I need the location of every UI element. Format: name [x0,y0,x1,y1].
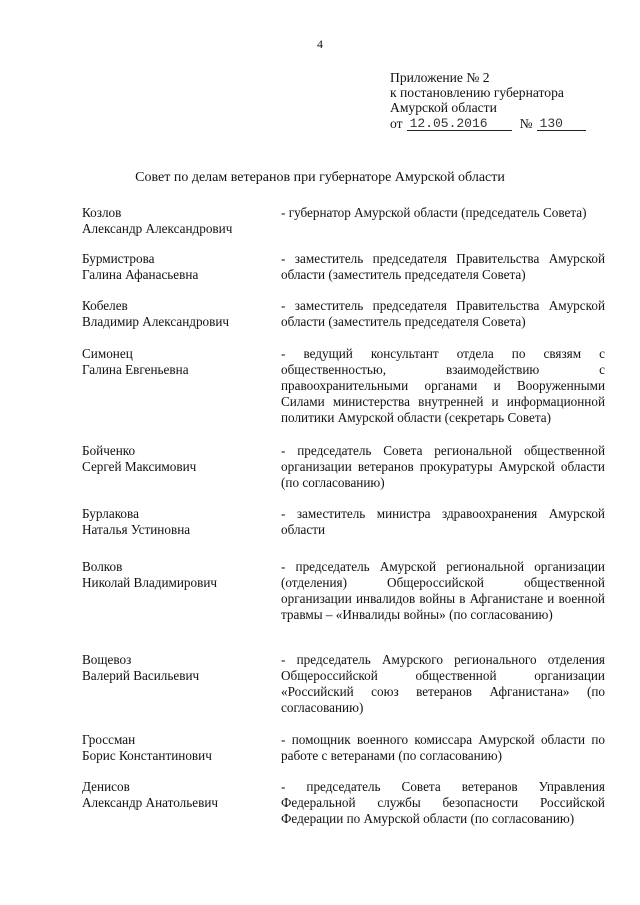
member-surname: Симонец [82,346,133,361]
member-surname: Вощевоз [82,652,132,667]
order-date: 12.05.2016 [407,117,512,131]
appendix-title: Приложение № 2 [390,70,490,85]
member-role: - председатель Амурской региональной организации (отделения) Общероссийской общественной организации инвалидов войны в Афганистане и военной травмы – «Инвалиды войны» (по согласованию) [281,559,605,622]
member-name [82,506,267,538]
member-surname: Денисов [82,779,130,794]
member-role: - заместитель министра здравоохранения Амурской области [281,506,605,537]
member-given-name: Галина Афанасьевна [82,267,199,282]
member-given-name: Сергей Максимович [82,459,197,474]
appendix-region: Амурской области [390,100,497,115]
member-given-name: Борис Константинович [82,748,212,763]
member-name [82,779,267,811]
member-role: - ведущий консультант отдела по связям с общественностью, взаимодействию с правоохранительными органами и Вооруженными Силами министерства внутренней и информационной политики Амурской области (секретарь Совета) [281,346,605,425]
page-number: 4 [317,37,323,51]
member-name [82,652,267,684]
member-surname: Бурлакова [82,506,139,521]
member-role: - председатель Совета ветеранов Управления Федеральной службы безопасности Российской Федерации по Амурской области (по согласованию) [281,779,605,826]
member-name [82,205,267,237]
member-name [82,298,267,330]
member-name [82,251,267,283]
member-role: - председатель Амурского регионального отделения Общероссийской общественной организации «Российский союз ветеранов Афганистана» (по согласованию) [281,652,605,715]
member-given-name: Владимир Александрович [82,314,230,329]
member-role: - помощник военного комиссара Амурской области по работе с ветеранами (по согласованию) [281,732,605,763]
member-given-name: Николай Владимирович [82,575,218,590]
member-role: - заместитель председателя Правительства Амурской области (заместитель председателя Совета) [281,251,605,282]
number-label: № [519,116,533,131]
order-number: 130 [537,117,586,131]
member-role: - заместитель председателя Правительства Амурской области (заместитель председателя Совета) [281,298,605,329]
date-prefix: от [390,116,403,131]
appendix-reference: к постановлению губернатора [390,85,564,100]
member-given-name: Александр Анатольевич [82,795,219,810]
member-surname: Бурмистрова [82,251,155,266]
member-surname: Бойченко [82,443,136,458]
document-title: Совет по делам ветеранов при губернаторе Амурской области [135,170,505,185]
member-role: - губернатор Амурской области (председатель Совета) [281,205,587,220]
member-given-name: Наталья Устиновна [82,522,191,537]
member-name [82,559,267,591]
member-surname: Волков [82,559,123,574]
member-given-name: Галина Евгеньевна [82,362,189,377]
member-given-name: Александр Александрович [82,221,233,236]
member-surname: Гроссман [82,732,136,747]
appendix-block [390,70,620,131]
member-surname: Кобелев [82,298,128,313]
member-name [82,346,267,378]
member-role: - председатель Совета региональной общественной организации ветеранов прокуратуры Амурской области (по согласованию) [281,443,605,490]
member-surname: Козлов [82,205,122,220]
member-given-name: Валерий Васильевич [82,668,200,683]
member-name [82,732,267,764]
order-date-line [390,116,620,131]
member-name [82,443,267,475]
